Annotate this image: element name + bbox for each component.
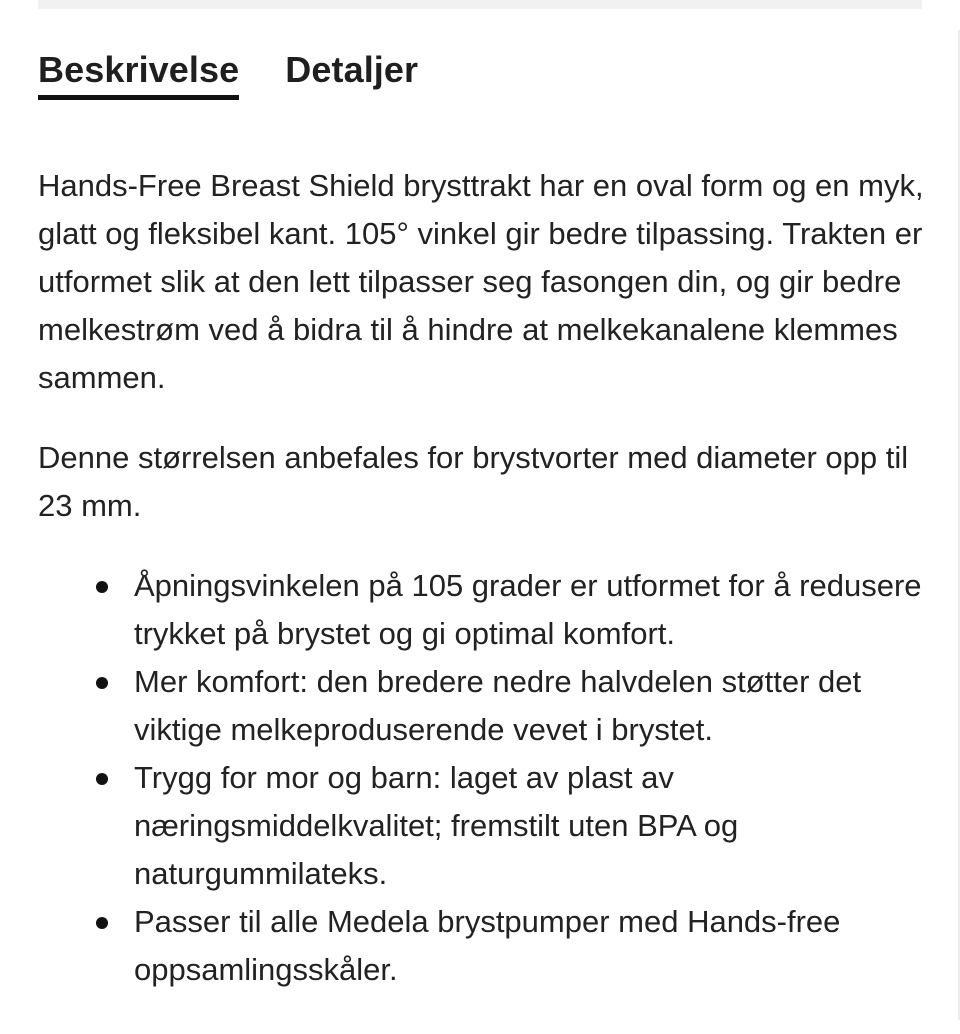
top-divider <box>38 0 922 9</box>
list-item-text: Åpningsvinkelen på 105 grader er utformet for å redusere trykket på brystet og gi optimal komfort. <box>134 568 922 651</box>
active-tab-underline <box>38 95 239 100</box>
description-paragraph: Hands-Free Breast Shield brysttrakt har en oval form og en myk, glatt og fleksibel kant. 105° vinkel gir bedre tilpassing. Trakten er utformet slik at den lett tilpasser seg fasongen din, og gir bedre melkestrøm ved å bidra til å hindre at melkekanalene klemmes sammen. <box>38 168 924 395</box>
bullet-icon <box>96 917 108 929</box>
list-item-text: Mer komfort: den bredere nedre halvdelen støtter det viktige melkeproduserende vevet i brystet. <box>134 664 862 747</box>
feature-list <box>38 562 928 994</box>
list-item <box>38 754 928 898</box>
size-paragraph: Denne størrelsen anbefales for brystvorter med diameter opp til 23 mm. <box>38 440 909 523</box>
tab-detaljer-label: Detaljer <box>285 49 419 90</box>
list-item-text: Passer til alle Medela brystpumper med Hands-free oppsamlingsskåler. <box>134 904 841 987</box>
list-item-text: Trygg for mor og barn: laget av plast av næringsmiddelkvalitet; fremstilt uten BPA og naturgummilateks. <box>134 760 739 891</box>
bullet-icon <box>96 581 108 593</box>
description-panel <box>38 162 928 994</box>
tab-detaljer[interactable] <box>285 46 418 94</box>
bullet-icon <box>96 677 108 689</box>
list-item <box>38 658 928 754</box>
tab-beskrivelse-label: Beskrivelse <box>38 49 240 90</box>
list-item <box>38 898 928 994</box>
tab-bar <box>38 46 418 94</box>
bullet-icon <box>96 773 108 785</box>
list-item <box>38 562 928 658</box>
tab-beskrivelse[interactable] <box>38 46 239 94</box>
